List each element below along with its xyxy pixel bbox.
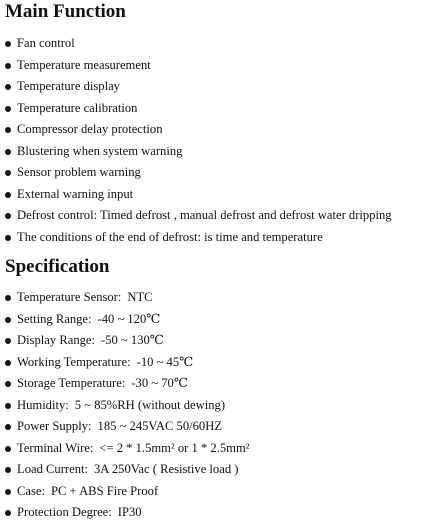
specification-item [0,481,436,503]
bullet-icon [5,192,11,198]
spec-label: Terminal Wire: [17,440,94,455]
main-function-item-text: Fan control [17,36,75,50]
bullet-icon [5,213,11,219]
main-function-item [0,205,436,227]
spec-value: NTC [127,290,153,304]
main-function-item [0,227,436,249]
specification-item [0,352,436,374]
bullet-icon [5,149,11,155]
spec-value: -10 ~ 45℃ [136,354,194,369]
main-function-item-text: Sensor problem warning [17,165,141,179]
spec-value: <= 2 * 1.5mm² or 1 * 2.5mm² [99,440,250,455]
bullet-icon [5,403,11,409]
bullet-icon [5,338,11,344]
specification-heading: Specification [5,256,110,277]
bullet-icon [5,41,11,47]
bullet-icon [5,360,11,366]
main-function-item [0,162,436,184]
spec-value: 185 ~ 245VAC 50/60HZ [97,419,223,433]
spec-value: PC + ABS Fire Proof [50,483,159,498]
main-function-item [0,33,436,55]
bullet-icon [5,489,11,495]
specification-item [0,438,436,460]
bullet-icon [5,63,11,69]
bullet-icon [5,295,11,301]
spec-label: Load Current: [17,462,88,476]
spec-value: -40 ~ 120℃ [97,311,161,326]
spec-label: Setting Range: [17,311,92,326]
specification-item [0,459,436,481]
spec-value: IP30 [117,505,142,519]
main-function-item [0,141,436,163]
bullet-icon [5,235,11,241]
bullet-icon [5,467,11,473]
main-function-item [0,55,436,77]
main-function-item [0,184,436,206]
main-function-item-text: Compressor delay protection [17,122,163,136]
spec-label: Display Range: [17,333,95,347]
bullet-icon [5,446,11,452]
bullet-icon [5,170,11,176]
spec-label: Humidity: [17,397,69,412]
spec-value: 5 ~ 85%RH (without dewing) [74,397,226,412]
spec-value: 3A 250Vac ( Resistive load ) [94,462,239,476]
specification-list [0,287,436,524]
specification-item [0,287,436,309]
main-function-item-text: External warning input [17,186,134,201]
specification-item [0,373,436,395]
main-function-list [0,33,436,248]
specification-item [0,395,436,417]
main-function-item-text: Defrost control: Timed defrost , manual defrost and defrost water dripping [17,208,392,222]
bullet-icon [5,106,11,112]
bullet-icon [5,510,11,516]
main-function-item-text: Temperature display [17,79,120,93]
main-function-item-text: Temperature calibration [17,100,138,115]
main-function-heading: Main Function [5,1,126,22]
bullet-icon [5,127,11,133]
main-function-item [0,119,436,141]
spec-label: Power Supply: [17,419,92,433]
main-function-item-text: Blustering when system warning [17,143,183,158]
spec-label: Case: [17,483,45,498]
specification-item [0,416,436,438]
spec-label: Storage Temperature: [17,376,126,390]
main-function-item-text: The conditions of the end of defrost: is time and temperature [17,229,323,244]
main-function-item [0,76,436,98]
main-function-item [0,98,436,120]
bullet-icon [5,381,11,387]
specification-item [0,330,436,352]
specification-item [0,309,436,331]
spec-label: Protection Degree: [17,505,112,519]
bullet-icon [5,317,11,323]
spec-value: -30 ~ 70℃ [131,376,188,390]
bullet-icon [5,84,11,90]
spec-label: Temperature Sensor: [17,290,122,304]
spec-label: Working Temperature: [17,354,131,369]
main-function-item-text: Temperature measurement [17,57,151,72]
bullet-icon [5,424,11,430]
specification-item [0,502,436,524]
spec-value: -50 ~ 130℃ [101,333,164,347]
